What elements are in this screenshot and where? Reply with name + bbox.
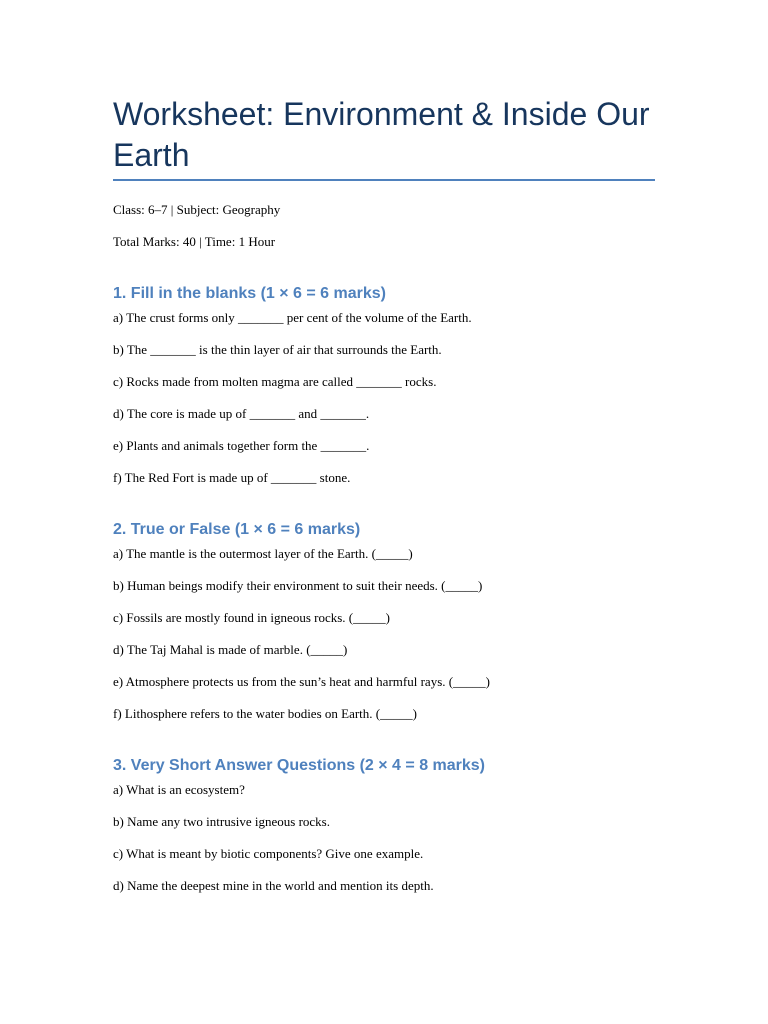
question-item: c) Fossils are mostly found in igneous rocks. (_____) (113, 610, 390, 625)
question-item: a) The mantle is the outermost layer of the Earth. (_____) (113, 546, 413, 561)
title-divider (113, 179, 655, 181)
question-item: d) Name the deepest mine in the world and mention its depth. (113, 878, 434, 893)
question-item: e) Atmosphere protects us from the sun’s heat and harmful rays. (_____) (113, 674, 490, 689)
question-item: d) The Taj Mahal is made of marble. (_____) (113, 642, 348, 657)
question-item: a) What is an ecosystem? (113, 782, 245, 797)
marks-time-line: Total Marks: 40 | Time: 1 Hour (113, 234, 276, 249)
question-item: d) The core is made up of _______ and _______. (113, 406, 370, 421)
question-item: b) Name any two intrusive igneous rocks. (113, 814, 330, 829)
section-heading-short-answer: 3. Very Short Answer Questions (2 × 4 = 8 marks) (113, 757, 486, 774)
question-item: f) The Red Fort is made up of _______ stone. (113, 470, 351, 485)
question-item: b) The _______ is the thin layer of air that surrounds the Earth. (113, 342, 442, 357)
class-subject-line: Class: 6–7 | Subject: Geography (113, 202, 281, 217)
section-heading-fill-blanks: 1. Fill in the blanks (1 × 6 = 6 marks) (113, 285, 386, 302)
question-item: f) Lithosphere refers to the water bodies on Earth. (_____) (113, 706, 417, 721)
question-item: b) Human beings modify their environment to suit their needs. (_____) (113, 578, 483, 593)
worksheet-title: Worksheet: Environment & Inside Our Earth (113, 96, 650, 173)
question-item: c) Rocks made from molten magma are called _______ rocks. (113, 374, 437, 389)
question-item: a) The crust forms only _______ per cent of the volume of the Earth. (113, 310, 472, 325)
question-item: e) Plants and animals together form the _______. (113, 438, 370, 453)
section-heading-true-false: 2. True or False (1 × 6 = 6 marks) (113, 521, 361, 538)
question-item: c) What is meant by biotic components? Give one example. (113, 846, 424, 861)
